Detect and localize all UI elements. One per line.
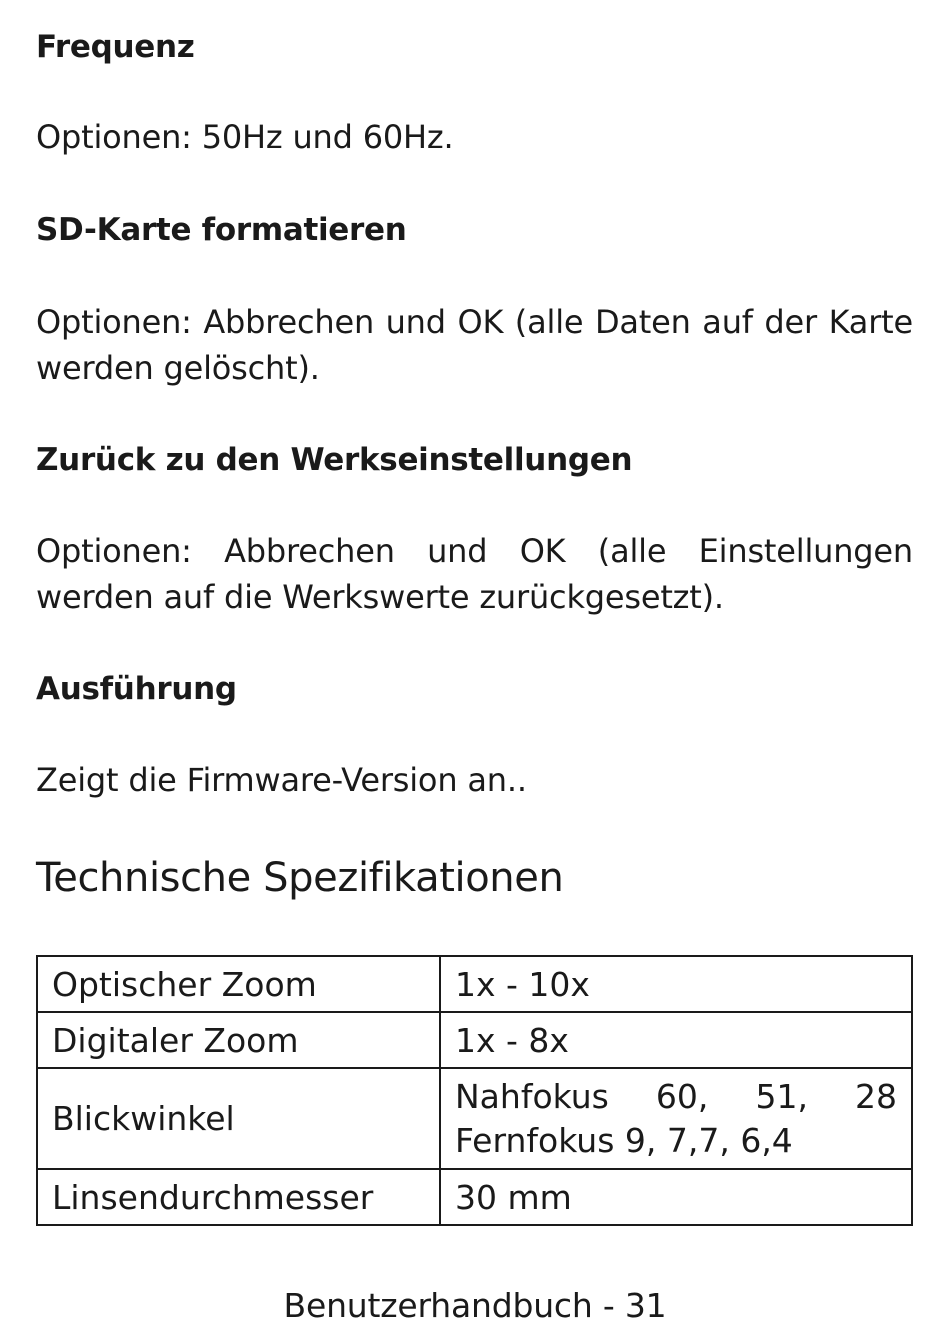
text-sd-karte: Optionen: Abbrechen und OK (alle Daten auf der Karte werden gelöscht). bbox=[36, 303, 913, 387]
spec-label: Digitaler Zoom bbox=[37, 1012, 440, 1068]
spec-value: Nahfokus 60, 51, 28 Fernfokus 9, 7,7, 6,4 bbox=[440, 1068, 912, 1169]
heading-werkseinstellungen: Zurück zu den Werkseinstellungen bbox=[36, 442, 633, 478]
text-ausfuehrung: Zeigt die Firmware-Version an.. bbox=[36, 761, 527, 799]
page-footer: Benutzerhandbuch - 31 bbox=[283, 1286, 667, 1325]
spec-value: 1x - 8x bbox=[440, 1012, 912, 1068]
text-werkseinstellungen: Optionen: Abbrechen und OK (alle Einstellungen werden auf die Werkswerte zurückgesetzt). bbox=[36, 532, 913, 616]
spec-table bbox=[36, 955, 913, 1226]
spec-value: 1x - 10x bbox=[440, 956, 912, 1012]
text-frequenz: Optionen: 50Hz und 60Hz. bbox=[36, 118, 454, 156]
spec-value: 30 mm bbox=[440, 1169, 912, 1225]
spec-label: Blickwinkel bbox=[37, 1068, 440, 1169]
table-row bbox=[37, 1169, 912, 1225]
heading-frequenz: Frequenz bbox=[36, 29, 195, 65]
spec-label: Linsendurchmesser bbox=[37, 1169, 440, 1225]
table-row bbox=[37, 956, 912, 1012]
table-row bbox=[37, 1068, 912, 1169]
spec-label: Optischer Zoom bbox=[37, 956, 440, 1012]
heading-ausfuehrung: Ausführung bbox=[36, 671, 237, 707]
heading-sd-karte: SD-Karte formatieren bbox=[36, 212, 407, 248]
table-row bbox=[37, 1012, 912, 1068]
section-title-specs: Technische Spezifikationen bbox=[36, 855, 564, 901]
